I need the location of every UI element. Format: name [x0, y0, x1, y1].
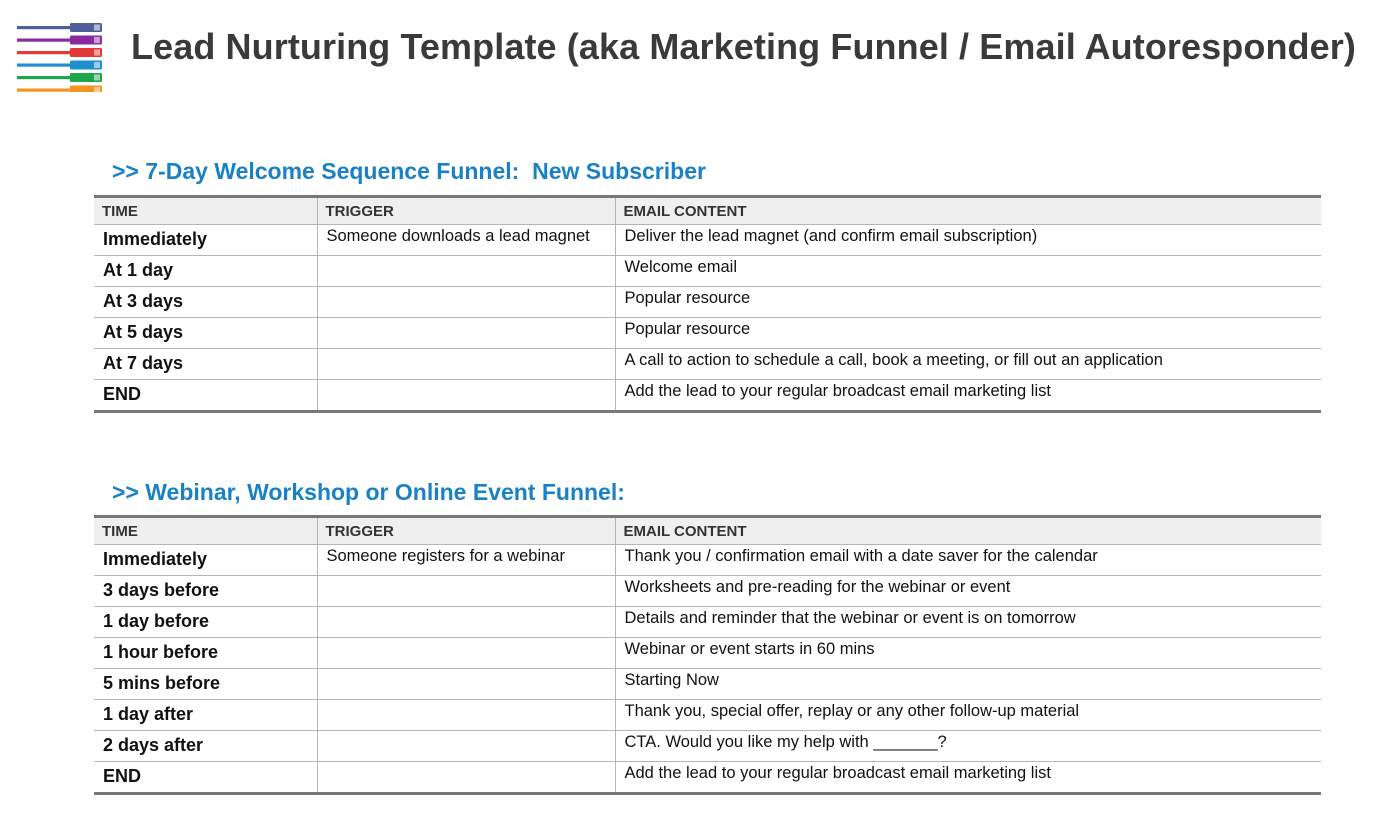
cable-line [17, 89, 73, 92]
cable-plug-tip [94, 62, 100, 68]
email-content-cell: Add the lead to your regular broadcast email marketing list [615, 380, 1321, 412]
column-header-time: TIME [94, 197, 317, 225]
cable-plug-tip [94, 50, 100, 56]
webinar-table-body [94, 545, 1321, 794]
welcome-section-title: >> 7-Day Welcome Sequence Funnel: New Subscriber [112, 158, 706, 184]
logo-icon [16, 20, 106, 92]
cable-line [17, 76, 73, 79]
time-cell: At 5 days [94, 318, 317, 349]
email-content-cell: Welcome email [615, 256, 1321, 287]
trigger-cell [317, 607, 615, 638]
table-row [94, 669, 1321, 700]
cable-plug-tip [94, 75, 100, 81]
table-row [94, 731, 1321, 762]
email-content-cell: Popular resource [615, 287, 1321, 318]
time-cell: 1 day after [94, 700, 317, 731]
email-content-cell: A call to action to schedule a call, book a meeting, or fill out an application [615, 349, 1321, 380]
cable-line [17, 64, 73, 67]
page-title: Lead Nurturing Template (aka Marketing Funnel / Email Autoresponder) [131, 26, 1356, 67]
time-cell: At 1 day [94, 256, 317, 287]
trigger-cell [317, 731, 615, 762]
time-cell: At 3 days [94, 287, 317, 318]
trigger-cell [317, 256, 615, 287]
time-cell: 1 hour before [94, 638, 317, 669]
cable-line [17, 51, 73, 54]
table-row [94, 576, 1321, 607]
email-content-cell: Popular resource [615, 318, 1321, 349]
cable-line [17, 39, 73, 42]
trigger-cell [317, 287, 615, 318]
column-header-email-content: EMAIL CONTENT [615, 197, 1321, 225]
email-content-cell: Worksheets and pre-reading for the webinar or event [615, 576, 1321, 607]
email-content-cell: Thank you / confirmation email with a date saver for the calendar [615, 545, 1321, 576]
table-header-row [94, 197, 1321, 225]
column-header-trigger: TRIGGER [317, 197, 615, 225]
email-content-cell: Deliver the lead magnet (and confirm email subscription) [615, 225, 1321, 256]
table-row [94, 545, 1321, 576]
trigger-cell [317, 576, 615, 607]
table-row [94, 380, 1321, 412]
webinar-table [94, 515, 1321, 795]
trigger-cell: Someone downloads a lead magnet [317, 225, 615, 256]
column-header-trigger: TRIGGER [317, 517, 615, 545]
cable-plug-tip [94, 87, 100, 92]
table-row [94, 349, 1321, 380]
table-row [94, 318, 1321, 349]
trigger-cell [317, 349, 615, 380]
email-content-cell: Details and reminder that the webinar or event is on tomorrow [615, 607, 1321, 638]
table-header-row [94, 517, 1321, 545]
trigger-cell: Someone registers for a webinar [317, 545, 615, 576]
table-row [94, 607, 1321, 638]
time-cell: Immediately [103, 549, 208, 569]
time-cell: 1 day before [94, 607, 317, 638]
trigger-cell [317, 762, 615, 794]
email-content-cell: Thank you, special offer, replay or any other follow-up material [615, 700, 1321, 731]
cable-plug-tip [94, 25, 100, 31]
welcome-table-body [94, 225, 1321, 412]
time-cell: END [94, 380, 317, 412]
table-row [94, 256, 1321, 287]
table-row [94, 762, 1321, 794]
email-content-cell: Webinar or event starts in 60 mins [615, 638, 1321, 669]
trigger-cell [317, 380, 615, 412]
welcome-table [94, 195, 1321, 413]
time-cell: 2 days after [94, 731, 317, 762]
trigger-cell [317, 669, 615, 700]
table-row [94, 638, 1321, 669]
email-content-cell: Starting Now [615, 669, 1321, 700]
webinar-section-title: >> Webinar, Workshop or Online Event Funnel: [112, 479, 625, 505]
time-cell: 5 mins before [94, 669, 317, 700]
time-cell: END [94, 762, 317, 794]
trigger-cell [317, 318, 615, 349]
time-cell: 3 days before [94, 576, 317, 607]
cable-plug-tip [94, 37, 100, 43]
time-cell: Immediately [103, 229, 208, 249]
column-header-email-content: EMAIL CONTENT [615, 517, 1321, 545]
email-content-cell: Add the lead to your regular broadcast email marketing list [615, 762, 1321, 794]
trigger-cell [317, 700, 615, 731]
column-header-time: TIME [94, 517, 317, 545]
time-cell: At 7 days [94, 349, 317, 380]
trigger-cell [317, 638, 615, 669]
email-content-cell: CTA. Would you like my help with _______? [615, 731, 1321, 762]
table-row [94, 225, 1321, 256]
cable-line [17, 26, 73, 29]
table-row [94, 700, 1321, 731]
cable-bundle-icon [16, 20, 106, 92]
table-row [94, 287, 1321, 318]
